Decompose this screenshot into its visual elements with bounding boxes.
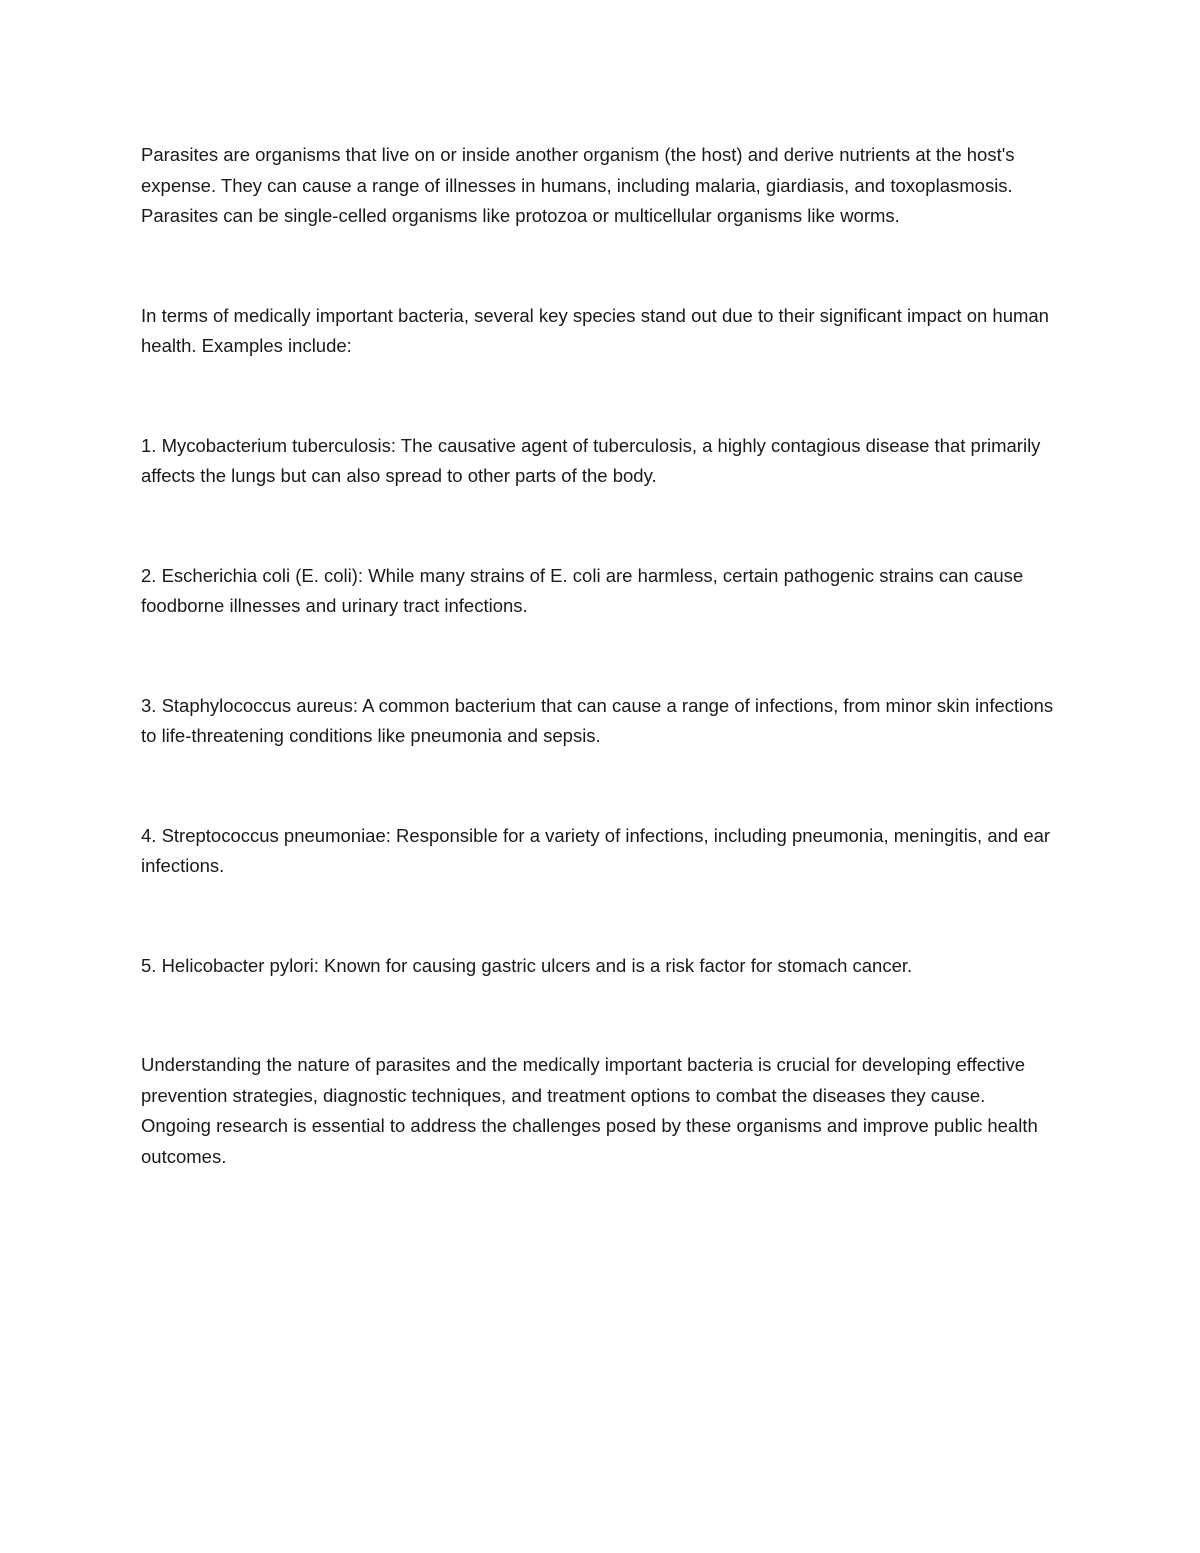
intro-paragraph: Parasites are organisms that live on or inside another organism (the host) and derive nutrients at the host's expense. They can cause a range of illnesses in humans, including malaria, giardiasis, and toxoplasmosis. Parasites can be single-celled organisms like protozoa or multicellular organisms like worms. [141,144,1015,226]
list-item: 5. Helicobacter pylori: Known for causing gastric ulcers and is a risk factor for stomach cancer. [141,954,913,976]
document-body [141,140,1056,1172]
conclusion-paragraph: Understanding the nature of parasites and the medically important bacteria is crucial for developing effective prevention strategies, diagnostic techniques, and treatment options to combat the diseases they cause. Ongoing research is essential to address the challenges posed by these organisms and improve public health outcomes. [141,1054,1038,1167]
list-item: 3. Staphylococcus aureus: A common bacterium that can cause a range of infections, from minor skin infections to life-threatening conditions like pneumonia and sepsis. [141,694,1054,746]
list-item: 1. Mycobacterium tuberculosis: The causative agent of tuberculosis, a highly contagious disease that primarily affects the lungs but can also spread to other parts of the body. [141,434,1041,486]
list-item: 4. Streptococcus pneumoniae: Responsible for a variety of infections, including pneumonia, meningitis, and ear infections. [141,824,1051,876]
list-item: 2. Escherichia coli (E. coli): While many strains of E. coli are harmless, certain pathogenic strains can cause foodborne illnesses and urinary tract infections. [141,564,1024,616]
bacteria-intro-paragraph: In terms of medically important bacteria, several key species stand out due to their significant impact on human health. Examples include: [141,304,1049,356]
